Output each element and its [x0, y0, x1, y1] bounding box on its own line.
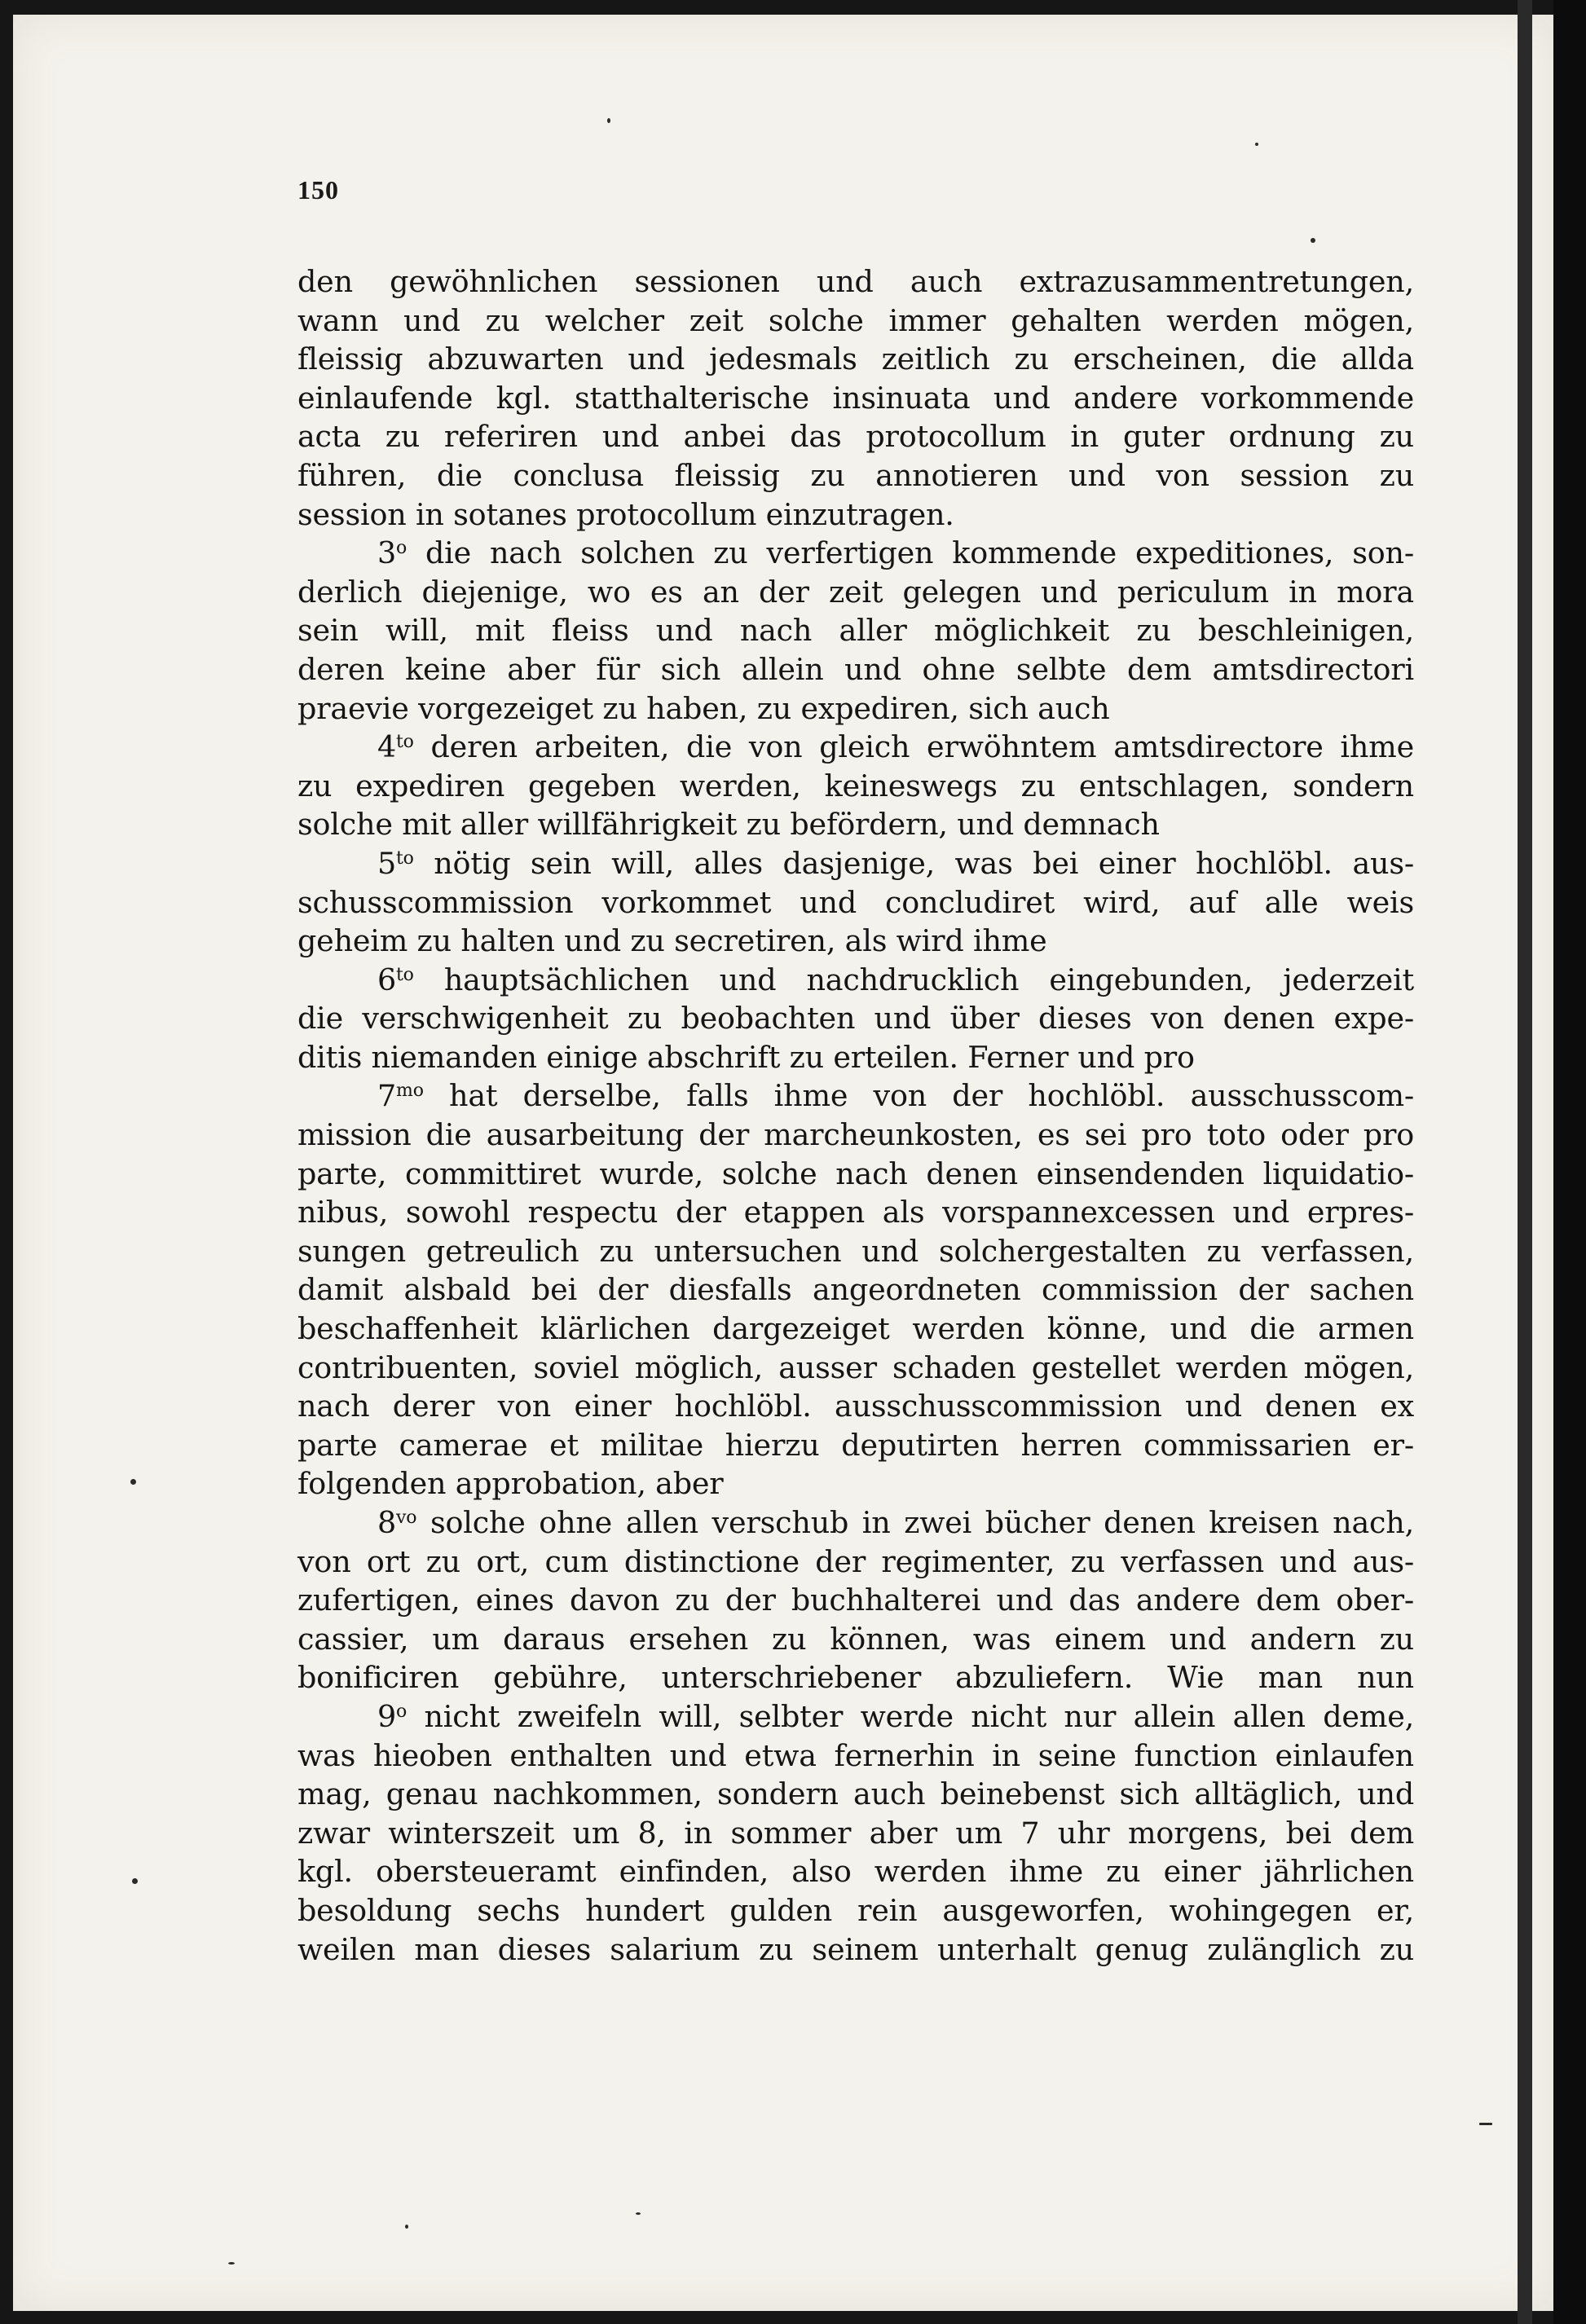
page-edge [1553, 0, 1586, 2324]
text-line: ditis niemanden einige abschrift zu erteilen. Ferner und pro [297, 1039, 1195, 1075]
text-line: zu expediren gegeben werden, keineswegs zu entschlagen, sondern [297, 768, 1414, 803]
text-line: hauptsächlichen und nachdrucklich eingebunden, jederzeit [443, 962, 1414, 997]
scan-speck [132, 1878, 138, 1884]
text-line: hat derselbe, falls ihme von der hochlöbl. ausschusscom- [449, 1078, 1414, 1114]
paragraph-6-start [297, 961, 1414, 1000]
scan-speck [1311, 238, 1315, 243]
item-number: 3 [377, 535, 397, 571]
item-number: 9 [377, 1698, 397, 1734]
item-ordinal-suffix: mo [396, 1081, 424, 1102]
text-line: geheim zu halten und zu secretiren, als wird ihme [297, 923, 1047, 959]
text-line: weilen man dieses salarium zu seinem unterhalt genug zulänglich zu [297, 1931, 1414, 1967]
body-text [297, 262, 1414, 1969]
text-line: was hieoben enthalten und etwa fernerhin in seine function einlaufen [297, 1737, 1414, 1773]
scan-speck [228, 2262, 235, 2265]
text-line: fleissig abzuwarten und jedesmals zeitlich zu erscheinen, die allda [297, 341, 1414, 377]
item-ordinal-suffix: vo [396, 1508, 417, 1528]
text-line: nach derer von einer hochlöbl. ausschusscommission und denen ex [297, 1389, 1414, 1424]
item-ordinal-suffix: to [396, 964, 414, 985]
text-line: beschaffenheit klärlichen dargezeiget werden könne, und die armen [297, 1311, 1414, 1347]
item-number: 4 [377, 729, 397, 765]
text-line: deren arbeiten, die von gleich erwöhntem amtsdirectore ihme [430, 729, 1414, 765]
text-line: die verschwigenheit zu beobachten und über dieses von denen expe- [297, 1001, 1414, 1037]
text-line: besoldung sechs hundert gulden rein ausgeworfen, wohingegen er, [297, 1892, 1414, 1928]
paragraph-7-start [297, 1076, 1414, 1116]
paragraph-3-start [297, 534, 1414, 573]
text-line: solche mit aller willfährigkeit zu befördern, und demnach [297, 807, 1160, 843]
text-line: den gewöhnlichen sessionen und auch extrazusammentretungen, [297, 264, 1414, 299]
text-line: parte camerae et militae hierzu deputirten herren commissarien er- [297, 1427, 1414, 1463]
scan-speck [1255, 143, 1258, 146]
item-ordinal-suffix: o [396, 1701, 408, 1722]
text-line: zufertigen, eines davon zu der buchhalterei und das andere dem ober- [297, 1582, 1414, 1618]
text-line: contribuenten, soviel möglich, ausser schaden gestellet werden mögen, [297, 1349, 1414, 1385]
text-line: mag, genau nachkommen, sondern auch beinebenst sich alltäglich, und [297, 1776, 1414, 1812]
text-line: cassier, um daraus ersehen zu können, was einem und andern zu [297, 1621, 1414, 1657]
text-line: damit alsbald bei der diesfalls angeordneten commission der sachen [297, 1272, 1414, 1308]
paragraph-9-start [297, 1697, 1414, 1736]
text-line: derlich diejenige, wo es an der zeit gelegen und periculum in mora [297, 574, 1414, 610]
item-ordinal-suffix: to [396, 732, 414, 753]
text-line: mission die ausarbeitung der marcheunkosten, es sei pro toto oder pro [297, 1117, 1414, 1153]
paragraph-8-start [297, 1503, 1414, 1543]
item-number: 8 [377, 1505, 397, 1540]
page-number: 150 [297, 175, 339, 205]
text-line: schusscommission vorkommet und concludiret wird, auf alle weis [297, 884, 1414, 920]
text-line: zwar winterszeit um 8, in sommer aber um 7 uhr morgens, bei dem [297, 1815, 1414, 1851]
item-number: 5 [377, 845, 397, 881]
text-line: solche ohne allen verschub in zwei bücher denen kreisen nach, [430, 1505, 1414, 1540]
text-line: parte, committiret wurde, solche nach denen einsendenden liquidatio- [297, 1155, 1414, 1191]
item-number: 6 [377, 962, 397, 997]
paragraph-4-start [297, 728, 1414, 767]
text-line: session in sotanes protocollum einzutragen. [297, 496, 954, 532]
text-line: nibus, sowohl respectu der etappen als vorspannexcessen und erpres- [297, 1195, 1414, 1230]
text-line: nicht zweifeln will, selbter werde nicht nur allein allen deme, [424, 1698, 1415, 1734]
text-line: sungen getreulich zu untersuchen und solchergestalten zu verfassen, [297, 1233, 1414, 1269]
scan-speck [1479, 2123, 1492, 2125]
scan-speck [636, 2212, 641, 2215]
item-ordinal-suffix: o [396, 538, 408, 559]
text-line: führen, die conclusa fleissig zu annotieren und von session zu [297, 457, 1414, 493]
scan-speck [130, 1479, 136, 1485]
text-line: bonificiren gebühre, unterschriebener abzuliefern. Wie man nun [297, 1660, 1414, 1696]
text-line: die nach solchen zu verfertigen kommende expeditiones, son- [425, 535, 1414, 571]
text-line: folgenden approbation, aber [297, 1466, 724, 1502]
text-line: sein will, mit fleiss und nach aller möglichkeit zu beschleinigen, [297, 613, 1414, 649]
item-number: 7 [377, 1078, 397, 1114]
scan-speck [405, 2225, 408, 2229]
text-line: deren keine aber für sich allein und ohne selbte dem amtsdirectori [297, 651, 1414, 687]
item-ordinal-suffix: to [396, 847, 414, 869]
text-line: kgl. obersteueramt einfinden, also werden ihme zu einer jährlichen [297, 1854, 1414, 1890]
paragraph-5-start [297, 844, 1414, 883]
scan-speck [607, 118, 610, 123]
text-line: wann und zu welcher zeit solche immer gehalten werden mögen, [297, 302, 1414, 338]
text-line: von ort zu ort, cum distinctione der regimenter, zu verfassen und aus- [297, 1543, 1414, 1579]
text-line: praevie vorgezeiget zu haben, zu expediren, sich auch [297, 690, 1110, 726]
text-line: nötig sein will, alles dasjenige, was bei einer hochlöbl. aus- [434, 845, 1415, 881]
page-gutter [1518, 0, 1532, 2324]
text-line: acta zu referiren und anbei das protocollum in guter ordnung zu [297, 419, 1414, 455]
text-line: einlaufende kgl. statthalterische insinuata und andere vorkommende [297, 380, 1414, 416]
